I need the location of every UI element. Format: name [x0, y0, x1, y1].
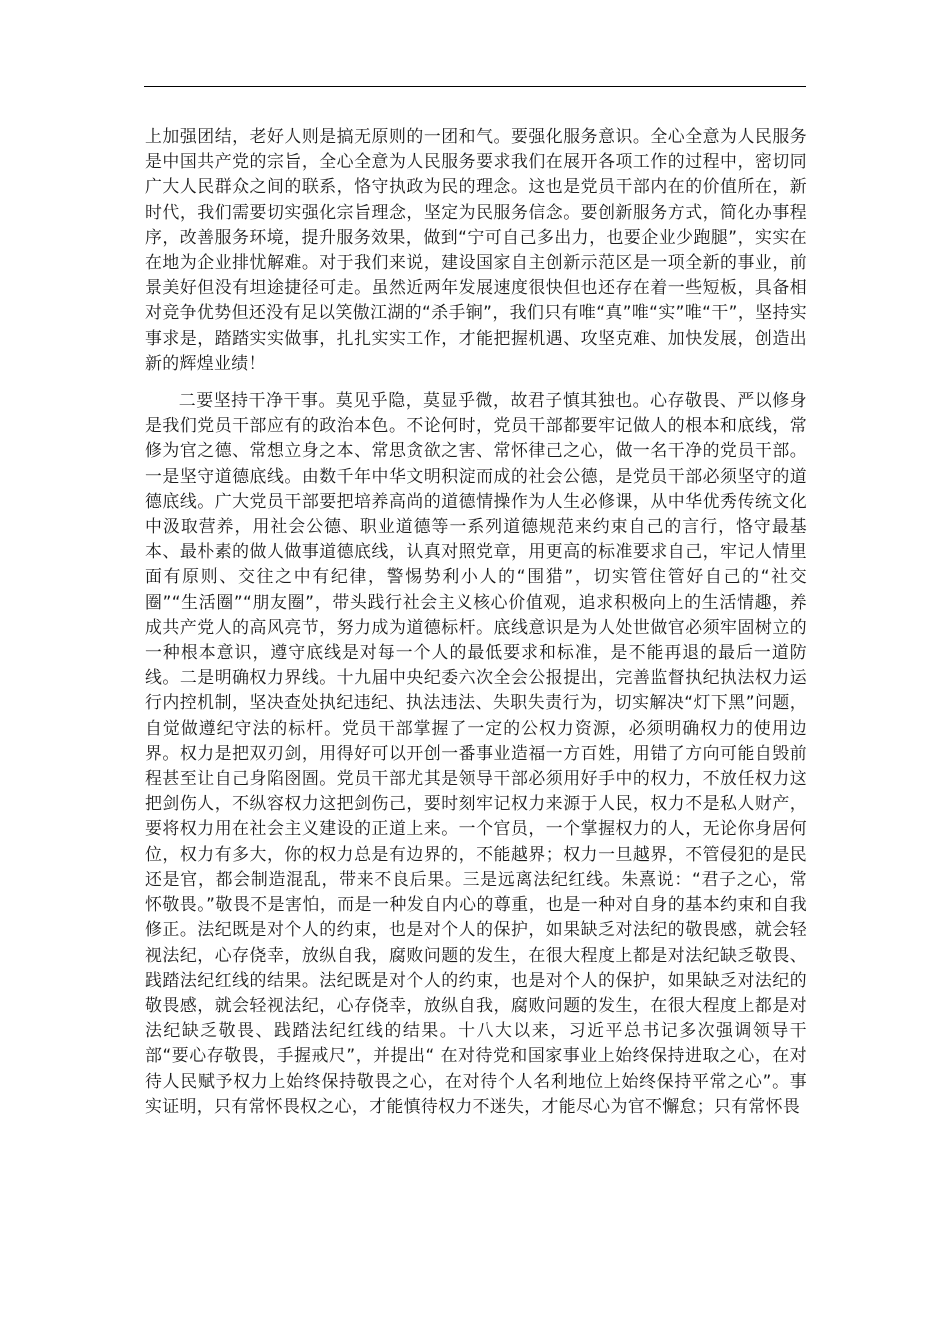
- paragraph-2: 二要坚持干净干事。莫见乎隐，莫显乎微，故君子慎其独也。心存敬畏、严以修身是我们党员干部应有的政治本色。不论何时，党员干部都要牢记做人的根本和底线，常修为官之德、常想立身之本、常思贪欲之害、常怀律己之心，做一名干净的党员干部。一是坚守道德底线。由数千年中华文明积淀而成的社会公德，是党员干部必须坚守的道德底线。广大党员干部要把培养高尚的道德情操作为人生必修课，从中华优秀传统文化中汲取营养，用社会公德、职业道德等一系列道德规范来约束自己的言行，恪守最基本、最朴素的做人做事道德底线，认真对照党章，用更高的标准要求自己，牢记人情里面有原则、交往之中有纪律，警惕势利小人的“围猎”，切实管住管好自己的“社交圈”“生活圈”“朋友圈”，带头践行社会主义核心价值观，追求积极向上的生活情趣，养成共产党人的高风亮节，努力成为道德标杆。底线意识是为人处世做官必须牢固树立的一种根本意识，遵守底线是对每一个人的最低要求和标准，是不能再退的最后一道防线。二是明确权力界线。十九届中央纪委六次全会公报提出，完善监督执纪执法权力运行内控机制，坚决查处执纪违纪、执法违法、失职失责行为，切实解决“灯下黑”问题，自觉做遵纪守法的标杆。党员干部掌握了一定的公权力资源，必须明确权力的使用边界。权力是把双刃剑，用得好可以开创一番事业造福一方百姓，用错了方向可能自毁前程甚至让自己身陷囹圄。党员干部尤其是领导干部必须用好手中的权力，不放任权力这把剑伤人，不纵容权力这把剑伤己，要时刻牢记权力来源于人民，权力不是私人财产，要将权力用在社会主义建设的正道上来。一个官员，一个掌握权力的人，无论你身居何位，权力有多大，你的权力总是有边界的，不能越界；权力一旦越界，不管侵犯的是民还是官，都会制造混乱，带来不良后果。三是远离法纪红线。朱熹说：“君子之心，常怀敬畏。”敬畏不是害怕，而是一种发自内心的尊重，也是一种对自身的基本约束和自我修正。法纪既是对个人的约束，也是对个人的保护，如果缺乏对法纪的敬畏感，就会轻视法纪，心存侥幸，放纵自我，腐败问题的发生，在很大程度上都是对法纪缺乏敬畏、践踏法纪红线的结果。法纪既是对个人的约束，也是对个人的保护，如果缺乏对法纪的敬畏感，就会轻视法纪，心存侥幸，放纵自我，腐败问题的发生，在很大程度上都是对法纪缺乏敬畏、践踏法纪红线的结果。十八大以来，习近平总书记多次强调领导干部“要心存敬畏，手握戒尺”，并提出“ 在对待党和国家事业上始终保持进取之心，在对待人民赋予权力上始终保持敬畏之心，在对待个人名利地位上始终保持平常之心”。事实证明，只有常怀畏权之心，才能慎待权力不迷失，才能尽心为官不懈怠；只有常怀畏: [145, 390, 807, 1116]
- document-body: [145, 124, 807, 1119]
- header-rule: [144, 86, 806, 87]
- paragraph-1: 上加强团结，老好人则是搞无原则的一团和气。要强化服务意识。全心全意为人民服务是中国共产党的宗旨，全心全意为人民服务要求我们在展开各项工作的过程中，密切同广大人民群众之间的联系，恪守执政为民的理念。这也是党员干部内在的价值所在，新时代，我们需要切实强化宗旨理念，坚定为民服务信念。要创新服务方式，简化办事程序，改善服务环境，提升服务效果，做到“宁可自己多出力，也要企业少跑腿”，实实在在地为企业排忧解难。对于我们来说，建设国家自主创新示范区是一项全新的事业，前景美好但没有坦途捷径可走。虽然近两年发展速度很快但也还存在着一些短板，具备相对竞争优势但还没有足以笑傲江湖的“杀手锏”，我们只有唯“真”唯“实”唯“干”，坚持实事求是，踏踏实实做事，扎扎实实工作，才能把握机遇、攻坚克难、加快发展，创造出新的辉煌业绩！: [145, 126, 807, 373]
